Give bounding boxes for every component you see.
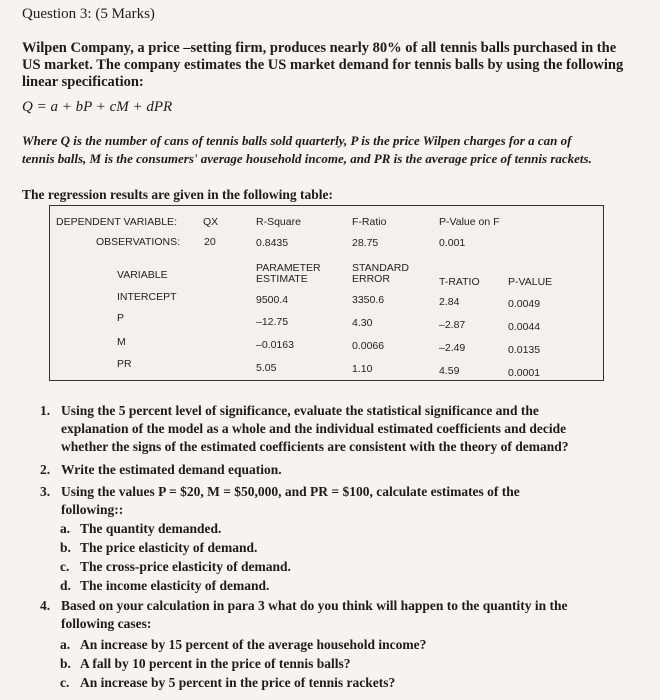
question-1-line-3: whether the signs of the estimated coefficients are consistent with the theory of demand?	[61, 439, 569, 454]
q3-sub-b-letter: b.	[60, 540, 71, 555]
observations-label: OBSERVATIONS:	[96, 236, 181, 248]
header-tratio: T-RATIO	[439, 276, 480, 288]
question-3-line-1: Using the values P = $20, M = $50,000, and PR = $100, calculate estimates of the	[61, 484, 520, 499]
rsquare-label: R-Square	[256, 216, 301, 228]
question-title: Question 3: (5 Marks)	[22, 6, 155, 22]
row-intercept-stderr: 3350.6	[352, 294, 385, 306]
intro-line-1: Wilpen Company, a price –setting firm, produces nearly 80% of all tennis balls purchased in the	[22, 40, 617, 56]
pvalue-f-label: P-Value on F	[439, 216, 500, 228]
observations-value: 20	[204, 236, 216, 248]
question-1-line-2: explanation of the model as a whole and the individual estimated coefficients and decide	[61, 421, 567, 436]
regression-intro: The regression results are given in the following table:	[22, 187, 333, 202]
fratio-value: 28.75	[352, 237, 379, 249]
row-pr-pvalue: 0.0001	[508, 367, 541, 379]
q4-sub-a-letter: a.	[60, 637, 71, 652]
fratio-label: F-Ratio	[352, 216, 387, 228]
q4-sub-a-text: An increase by 15 percent of the average household income?	[80, 637, 427, 652]
row-m-stderr: 0.0066	[352, 340, 385, 352]
header-pvalue: P-VALUE	[508, 276, 553, 288]
row-p-variable: P	[117, 312, 125, 324]
row-p-stderr: 4.30	[352, 317, 373, 329]
header-stderr-1: STANDARD	[352, 262, 409, 274]
q3-sub-c-letter: c.	[60, 559, 70, 574]
q4-sub-b-letter: b.	[60, 656, 71, 671]
row-pr-stderr: 1.10	[352, 363, 373, 375]
question-1-number: 1.	[40, 403, 51, 418]
row-intercept-tratio: 2.84	[439, 296, 460, 308]
q3-sub-b-text: The price elasticity of demand.	[80, 540, 258, 555]
question-1-line-1: Using the 5 percent level of significance, evaluate the statistical significance and the	[61, 403, 539, 418]
question-4-line-2: following cases:	[61, 616, 152, 631]
row-pr-estimate: 5.05	[256, 362, 277, 374]
q4-sub-c-letter: c.	[60, 675, 70, 690]
q4-sub-b-text: A fall by 10 percent in the price of tennis balls?	[80, 656, 351, 671]
row-m-variable: M	[117, 336, 126, 348]
demand-formula: Q = a + bP + cM + dPR	[22, 99, 173, 115]
regression-table	[49, 205, 604, 381]
definition-line-2: tennis balls, M is the consumers' average household income, and PR is the average price of tennis rackets.	[22, 151, 592, 166]
question-4-line-1: Based on your calculation in para 3 what do you think will happen to the quantity in the	[61, 598, 568, 613]
q4-sub-c-text: An increase by 5 percent in the price of tennis rackets?	[80, 675, 396, 690]
q3-sub-c-text: The cross-price elasticity of demand.	[80, 559, 291, 574]
q3-sub-d-text: The income elasticity of demand.	[80, 578, 270, 593]
row-p-pvalue: 0.0044	[508, 321, 541, 333]
row-m-pvalue: 0.0135	[508, 344, 541, 356]
question-2-line-1: Write the estimated demand equation.	[61, 462, 282, 477]
definition-line-1: Where Q is the number of cans of tennis balls sold quarterly, P is the price Wilpen charges for a can of	[22, 133, 572, 148]
row-pr-variable: PR	[117, 358, 132, 370]
row-intercept-pvalue: 0.0049	[508, 298, 541, 310]
rsquare-value: 0.8435	[256, 237, 289, 249]
question-4-number: 4.	[40, 598, 51, 613]
intro-line-3: linear specification:	[22, 74, 144, 90]
row-p-tratio: –2.87	[439, 319, 466, 331]
q3-sub-a-letter: a.	[60, 521, 71, 536]
header-parameter-2: ESTIMATE	[256, 273, 308, 285]
q3-sub-d-letter: d.	[60, 578, 71, 593]
question-2-number: 2.	[40, 462, 51, 477]
intro-line-2: US market. The company estimates the US market demand for tennis balls by using the following	[22, 57, 624, 73]
row-m-estimate: –0.0163	[256, 339, 294, 351]
header-variable: VARIABLE	[117, 269, 168, 281]
q3-sub-a-text: The quantity demanded.	[80, 521, 222, 536]
pvalue-f-value: 0.001	[439, 237, 466, 249]
dependent-variable-label: DEPENDENT VARIABLE:	[56, 216, 177, 228]
question-3-number: 3.	[40, 484, 51, 499]
row-intercept-variable: INTERCEPT	[117, 291, 177, 303]
row-m-tratio: –2.49	[439, 342, 466, 354]
row-intercept-estimate: 9500.4	[256, 294, 289, 306]
header-parameter-1: PARAMETER	[256, 262, 321, 274]
row-pr-tratio: 4.59	[439, 365, 460, 377]
header-stderr-2: ERROR	[352, 273, 390, 285]
question-3-line-2: following::	[61, 502, 124, 517]
row-p-estimate: –12.75	[256, 316, 289, 328]
dependent-variable-value: QX	[203, 216, 219, 228]
